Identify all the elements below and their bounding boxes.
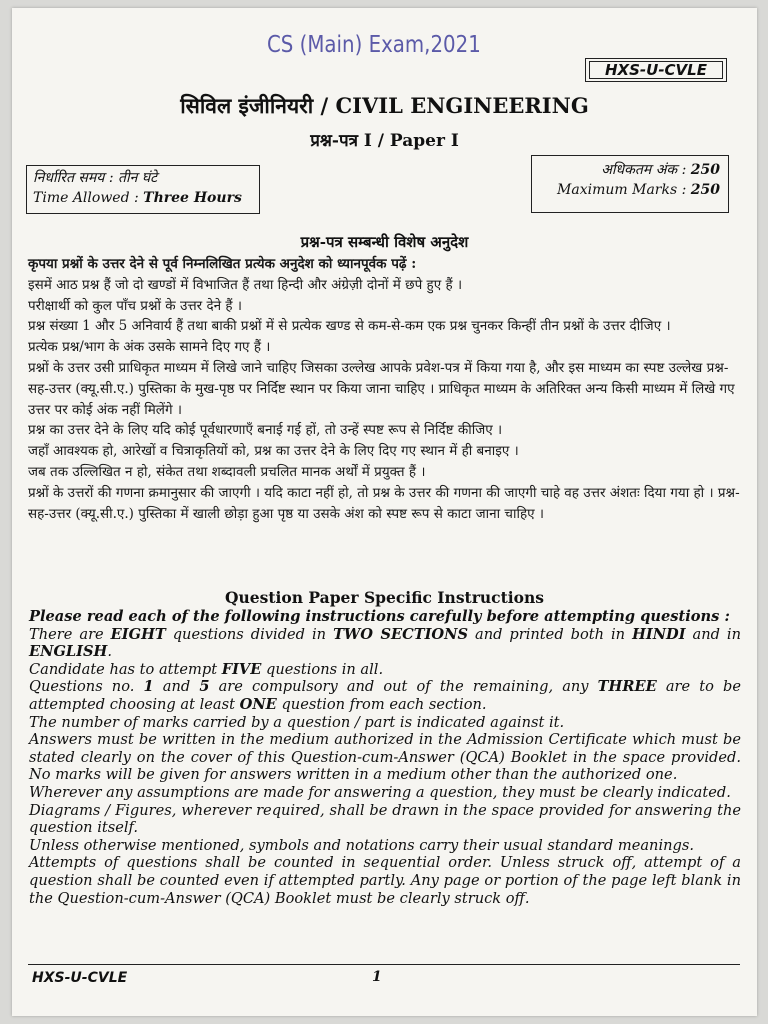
hindi-instruction-item: प्रश्न संख्या 1 और 5 अनिवार्य हैं तथा बाकी प्रश्नों में से प्रत्येक खण्ड से कम-से-कम एक प्रश्न चुनकर किन्हीं तीन प्रश्नों के उत्तर दीजिए । [28,318,671,335]
marks-hindi [532,160,720,180]
hindi-instruction-item: जहाँ आवश्यक हो, आरेखों व चित्राकृतियों को, प्रश्न का उत्तर देने के लिए दिए गए स्थान में ही बनाइए । [28,443,519,460]
time-value: Three Hours [143,190,242,206]
english-instruction-item: Answers must be written in the medium authorized in the Admission Certificate which must be stated clearly on the cover of this Question-cum-Answer (QCA) Booklet in the space provided. No marks will be given for answers written in a medium other than the authorized one. [29,731,741,784]
marks-english [532,180,720,200]
hindi-instruction-item: प्रश्न का उत्तर देने के लिए यदि कोई पूर्वधारणाएँ बनाई गई हों, तो उन्हें स्पष्ट रूप से निर्दिष्ट कीजिए । [28,422,503,439]
english-instructions-lead: Please read each of the following instructions carefully before attempting questions : [29,608,730,625]
time-label: Time Allowed : [33,190,139,206]
marks-english-label: Maximum Marks : [557,182,687,198]
hindi-instruction-item: इसमें आठ प्रश्न हैं जो दो खण्डों में विभाजित हैं तथा हिन्दी और अंग्रेज़ी दोनों में छपे हुए हैं । [28,276,463,293]
english-instruction-item: Attempts of questions shall be counted in sequential order. Unless struck off, attempt of a question shall be counted even if attempted partly. Any page or portion of the page left blank in the Question-cum-Answer (QCA) Booklet must be clearly struck off. [29,854,741,907]
english-instruction-item: The number of marks carried by a question / part is indicated against it. [29,713,565,731]
english-instruction-item: Unless otherwise mentioned, symbols and notations carry their usual standard meanings. [29,836,694,854]
marks-hindi-label: अधिकतम अंक : [601,162,687,178]
exam-page [12,8,757,1016]
english-instruction-item: Questions no. 1 and 5 are compulsory and out of the remaining, any THREE are to be attempted choosing at least ONE question from each section. [29,678,741,713]
maximum-marks-box [531,155,729,213]
hindi-instruction-item: परीक्षार्थी को कुल पाँच प्रश्नों के उत्तर देने हैं । [28,297,243,314]
english-instructions [29,608,741,907]
hindi-instructions [28,254,744,524]
marks-hindi-value: 250 [690,162,720,178]
english-instructions-heading: Question Paper Specific Instructions [225,588,544,607]
hindi-instruction-item: प्रत्येक प्रश्न/भाग के अंक उसके सामने दिए गए हैं । [28,339,271,356]
english-instruction-item: Candidate has to attempt FIVE questions in all. [29,660,384,678]
english-instruction-item: Diagrams / Figures, wherever required, shall be drawn in the space provided for answering the question itself. [29,801,741,837]
exam-stamp: CS (Main) Exam,2021 [267,32,481,58]
paper-subtitle: प्रश्न-पत्र I / Paper I [310,131,459,151]
hindi-instructions-heading: प्रश्न-पत्र सम्बन्धी विशेष अनुदेश [300,233,469,251]
hindi-instruction-item: प्रश्नों के उत्तरों की गणना क्रमानुसार की जाएगी । यदि काटा नहीं हो, तो प्रश्न के उत्तर की गणना की जाएगी चाहे वह उत्तर अंशतः दिया गया हो । प्रश्न-सह-उत्तर (क्यू.सी.ए.) पुस्तिका में खाली छोड़ा हुआ पृष्ठ या उसके अंश को स्पष्ट रूप से काटा जाना चाहिए । [28,484,740,522]
english-instruction-item: Wherever any assumptions are made for answering a question, they must be clearly indicated. [29,783,731,801]
page-number: 1 [372,969,382,985]
hindi-instructions-lead: कृपया प्रश्नों के उत्तर देने से पूर्व निम्नलिखित प्रत्येक अनुदेश को ध्यानपूर्वक पढ़ें : [28,256,417,272]
time-hindi: निर्धारित समय : तीन घंटे [33,170,158,186]
footer-paper-code: HXS-U-CVLE [32,970,128,986]
hindi-instruction-item: प्रश्नों के उत्तर उसी प्राधिकृत माध्यम में लिखे जाने चाहिए जिसका उल्लेख आपके प्रवेश-पत्र में किया गया है, और इस माध्यम का स्पष्ट उल्लेख प्रश्न-सह-उत्तर (क्यू.सी.ए.) पुस्तिका के मुख-पृष्ठ पर निर्दिष्ट स्थान पर किया जाना चाहिए । प्राधिकृत माध्यम के अतिरिक्त अन्य किसी माध्यम में लिखे गए उत्तर पर कोई अंक नहीं मिलेंगे । [28,359,735,418]
paper-code-box [585,58,727,82]
time-english [33,188,259,208]
hindi-instruction-item: जब तक उल्लिखित न हो, संकेत तथा शब्दावली प्रचलित मानक अर्थों में प्रयुक्त हैं । [28,463,426,480]
time-allowed-box [26,165,260,214]
paper-code: HXS-U-CVLE [589,61,723,79]
paper-title: सिविल इंजीनियरी / CIVIL ENGINEERING [180,93,589,118]
footer-rule [28,964,740,965]
english-instruction-item: There are EIGHT questions divided in TWO SECTIONS and printed both in HINDI and in ENGLISH. [29,625,741,661]
marks-english-value: 250 [690,182,720,198]
